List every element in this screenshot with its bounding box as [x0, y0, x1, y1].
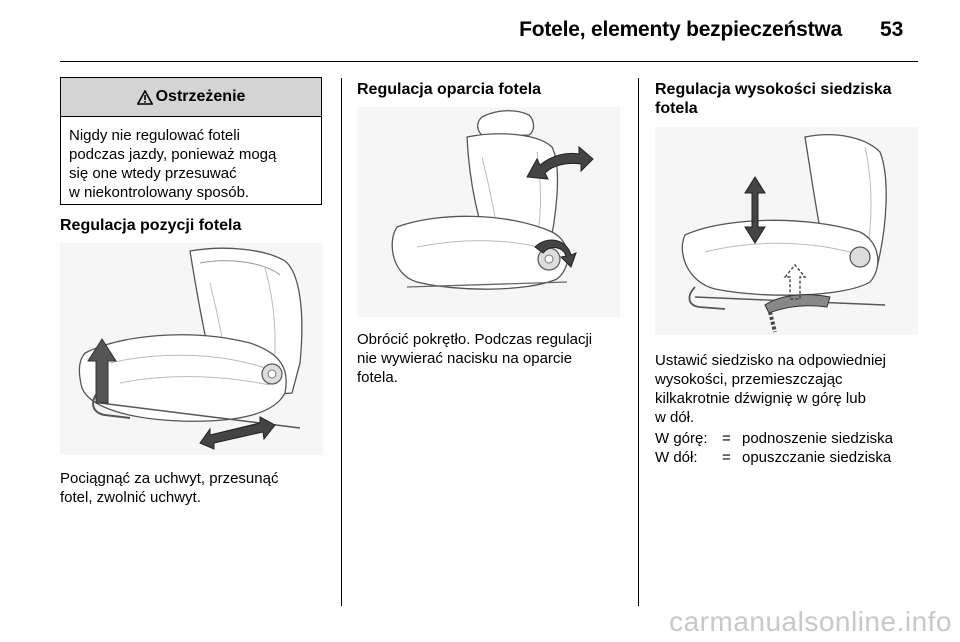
text-line: Pociągnąć za uchwyt, przesunąć [60, 470, 279, 487]
text-line: fotela. [357, 369, 398, 386]
column-divider [638, 78, 639, 606]
text-line: wysokości, przemieszczając [655, 371, 843, 388]
text-line: fotel, zwolnić uchwyt. [60, 489, 201, 506]
text-line: Ustawić siedzisko na odpowiedniej [655, 352, 886, 369]
warning-line: Nigdy nie regulować foteli [69, 127, 240, 144]
section-heading-seat-position: Regulacja pozycji fotela [60, 217, 242, 234]
backrest-illustration [357, 107, 620, 317]
warning-line: w niekontrolowany sposób. [69, 184, 250, 201]
section-heading-seat-height [655, 80, 892, 118]
definition-row [655, 429, 893, 448]
warning-title: Ostrzeżenie [155, 88, 246, 105]
warning-header [61, 78, 321, 117]
header-divider [60, 61, 918, 62]
column-divider [341, 78, 342, 606]
seat-height-illustration [655, 127, 918, 335]
warning-line: się one wtedy przesuwać [69, 165, 237, 182]
section-heading-backrest: Regulacja oparcia fotela [357, 81, 542, 98]
heading-line: fotela [655, 100, 698, 117]
definition-row [655, 448, 893, 467]
text-line: kilkakrotnie dźwignię w górę lub [655, 390, 866, 407]
text-line: Obrócić pokrętło. Podczas regulacji [357, 331, 593, 348]
definition-description: opuszczanie siedziska [742, 449, 892, 466]
page-number: 53 [880, 18, 904, 41]
warning-triangle-icon [137, 90, 153, 105]
warning-text [61, 117, 321, 202]
definition-term: W górę: [655, 430, 708, 447]
backrest-text [357, 330, 592, 387]
definition-list [655, 429, 893, 467]
definition-separator: = [722, 430, 731, 447]
text-line: w dół. [655, 409, 695, 426]
definition-separator: = [722, 449, 731, 466]
page-title: Fotele, elementy bezpieczeństwa [519, 18, 842, 41]
text-line: nie wywierać nacisku na oparcie [357, 350, 573, 367]
heading-line: Regulacja wysokości siedziska [655, 81, 892, 98]
seat-position-text [60, 469, 278, 507]
warning-line: podczas jazdy, ponieważ mogą [69, 146, 277, 163]
seat-height-text [655, 351, 886, 427]
definition-description: podnoszenie siedziska [742, 430, 893, 447]
definition-term: W dół: [655, 449, 698, 466]
seat-position-illustration [60, 243, 323, 455]
warning-box [60, 77, 322, 205]
watermark: carmanualsonline.info [669, 606, 952, 637]
